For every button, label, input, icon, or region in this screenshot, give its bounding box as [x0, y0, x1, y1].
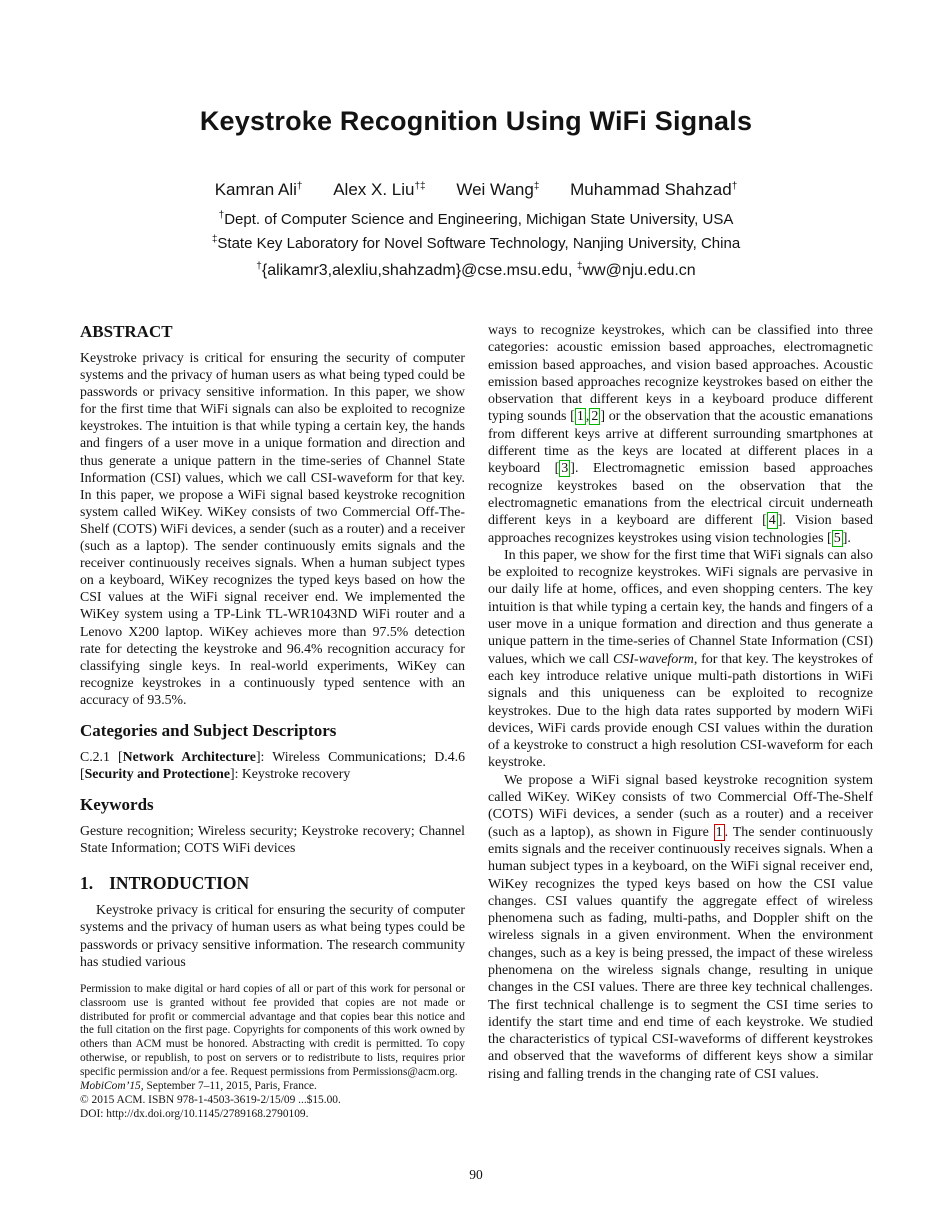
introduction-heading [80, 873, 465, 893]
permission-text: Permission to make digital or hard copies of all or part of this work for personal or classroom use is granted without fee provided that copies are not made or distributed for profit or commercial advantage and that copies bear this notice and the full citation on the first page. Copyrights for components of this work owned by others than ACM must be honored. Abstracting with credit is permitted. To copy otherwise, or republish, to post on servers or to redistribute to lists, requires prior specific permission and/or a fee. Request permissions from Permissions@acm.org. [80, 982, 465, 1079]
citation-link-4[interactable]: 4 [768, 513, 776, 529]
column-left [80, 322, 465, 1122]
categories-descriptor: Security and Protectione [84, 766, 230, 782]
page-title: Keystroke Recognition Using WiFi Signals [199, 106, 753, 136]
keywords-text: Gesture recognition; Wireless security; Keystroke recovery; Channel State Information; COTS WiFi devices [80, 823, 465, 856]
author-name-text: Kamran Ali [214, 180, 297, 199]
author-superscript: † [731, 181, 738, 192]
paragraph-text: We propose a WiFi signal based keystroke recognition system called WiKey. WiKey consists of two Commercial Off-The-Shelf (COTS) WiFi devices, a sender (such as a router) and a receiver (such as a laptop), as shown in Figure [488, 772, 873, 840]
email-text: ww@nju.edu.cn [582, 262, 696, 279]
section-title: INTRODUCTION [109, 873, 250, 894]
figure-reference-1[interactable]: 1 [715, 824, 723, 840]
author-superscript: ‡ [533, 181, 540, 192]
copyright-line: © 2015 ACM. ISBN 978-1-4503-3619-2/15/09 ...$15.00. [80, 1093, 341, 1106]
abstract-heading: ABSTRACT [80, 322, 173, 341]
email-superscript: ‡ [576, 261, 583, 272]
csi-waveform-term: CSI-waveform [612, 651, 694, 667]
affiliation-text: State Key Laboratory for Novel Software Technology, Nanjing University, China [217, 235, 741, 252]
paragraph-text: ]. [842, 530, 851, 546]
venue-line [80, 1080, 465, 1094]
copyright-footnote [80, 983, 465, 1122]
email-superscript: † [256, 261, 262, 272]
paragraph-text: , for that key. The keystrokes of each key introduce relative unique multi-path distortions in WiFi signals and this uniqueness can be exploited to recognize keystrokes. Due to the high data rates supported by modern WiFi devices, WiFi cards provide enough CSI values within the duration of a keystroke to construct a high resolution CSI-waveform for each keystroke. [488, 651, 873, 771]
paragraph-text: ]. Electromagnetic emission based approaches recognize keystrokes based on the observation that the electromagnetic emanations from the electrical circuit underneath different keys in a keyboard are different [ [488, 461, 873, 529]
doi-line: DOI: http://dx.doi.org/10.1145/2789168.2790109. [80, 1107, 309, 1120]
author-superscript: † [296, 181, 303, 192]
paragraph-text: , [585, 409, 590, 425]
author-line [0, 180, 952, 200]
author-name [215, 180, 303, 200]
author-name-text: Wei Wang [456, 180, 534, 199]
categories-text [80, 748, 465, 782]
citation-link-1[interactable]: 1 [576, 409, 584, 425]
author-name-text: Alex X. Liu [333, 180, 415, 199]
citation-link-3[interactable]: 3 [561, 461, 569, 477]
venue-details: September 7–11, 2015, Paris, France. [143, 1080, 317, 1093]
categories-segment: ]: Keystroke recovery [229, 766, 351, 782]
author-name-text: Muhammad Shahzad [570, 180, 732, 199]
introduction-text: Keystroke privacy is critical for ensuring the security of computer systems and the privacy of human users as what being types could be passwords or privacy sensitive information. The research community has studied various [80, 902, 465, 969]
citation-link-2[interactable]: 2 [591, 409, 599, 425]
affiliation-superscript: ‡ [211, 234, 218, 245]
venue-name: MobiCom’15, [80, 1080, 144, 1093]
author-name [570, 180, 737, 200]
paragraph-text: ways to recognize keystrokes, which can be classified into three categories: acoustic emission based approaches, electromagnetic emission based approaches, and vision based approaches. Acoustic emission based approaches recognize keystrokes based on either the observation that different keys in a keyboard produce different typing sounds [ [488, 323, 873, 425]
categories-descriptor: Network Architecture [122, 748, 256, 764]
email-text: {alikamr3,alexliu,shahzadm}@cse.msu.edu, [261, 262, 573, 279]
column-right [488, 322, 873, 1083]
categories-heading: Categories and Subject Descriptors [80, 720, 337, 740]
paragraph-wikey-system [488, 772, 873, 1083]
categories-segment: C.2.1 [ [80, 748, 123, 764]
affiliation-line [0, 230, 952, 254]
paragraph-text: In this paper, we show for the first time that WiFi signals can also be exploited to recognize keystrokes. WiFi signals are pervasive in our daily life at home, offices, and even shopping centers. The key intuition is that while typing a certain key, the hands and fingers of a user move in a unique formation and direction and thus generate a unique pattern in the time-series of Channel State Information (CSI) values, which we call [488, 547, 873, 667]
affiliations-block [0, 206, 952, 281]
citation-link-5[interactable]: 5 [833, 530, 841, 546]
page-number: 90 [469, 1167, 483, 1182]
author-name [456, 180, 539, 200]
paragraph-text: ] or the observation that the acoustic emanations from different keys arrive at different surrounding smartphones at different time as the keys are located at different places in a keyboard [ [488, 409, 873, 477]
email-line [0, 257, 952, 281]
categories-segment: ]: Wireless Communications; D.4.6 [ [80, 748, 465, 782]
affiliation-text: Dept. of Computer Science and Engineering, Michigan State University, USA [224, 211, 734, 228]
paragraph-intuition [488, 547, 873, 772]
paragraph-related-work [488, 322, 873, 547]
author-name [333, 180, 425, 200]
affiliation-superscript: † [218, 210, 225, 221]
author-superscript: †‡ [414, 181, 426, 192]
abstract-text: Keystroke privacy is critical for ensuring the security of computer systems and the privacy of human users as what being typed could be passwords or privacy sensitive information. In this paper, we show for the first time that WiFi signals can also be exploited to recognize keystrokes. The intuition is that while typing a certain key, the hands and fingers of a user move in a unique formation and direction and thus generate a unique pattern in the time-series of Channel State Information (CSI) values, which we call CSI-waveform for that key. In this paper, we propose a WiFi signal based keystroke recognition system called WiKey. WiKey consists of two Commercial Off-The-Shelf (COTS) WiFi devices, a sender (such as a router) and a receiver (such as a laptop). The sender continuously emits signals and the receiver continuously receives signals. When a human subject types on a keyboard, WiKey recognizes the typed keys based on how the CSI values at the WiFi signal receiver end. We implemented the WiKey system using a TP-Link TL-WR1043ND WiFi router and a Lenovo X200 laptop. WiKey achieves more than 97.5% detection rate for detecting the keystroke and 96.4% recognition accuracy for classifying single keys. In real-world experiments, WiKey can recognize keystrokes in a continuously typed sentence with an accuracy of 93.5%. [80, 350, 465, 707]
section-number: 1. [80, 873, 94, 894]
affiliation-line [0, 206, 952, 230]
keywords-heading: Keywords [80, 795, 154, 815]
paragraph-text: ]. Vision based approaches recognizes keystrokes using vision technologies [ [488, 513, 873, 546]
paragraph-text: . The sender continuously emits signals and the receiver continuously receives signals. When a human subject types in a keyboard, on the WiFi signal receiver end, WiKey recognizes the typed keys based on how the CSI value changes. CSI values quantify the aggregate effect of wireless phenomena such as fading, multi-paths, and Doppler shift on the wireless signals in a given environment. When the environment changes, such as a key is being pressed, the impact of these wireless phenomena on the wireless signals change, resulting in unique changes in the CSI values. There are three key technical challenges. The first technical challenge is to segment the CSI time series to identify the start time and end time of each keystroke. We studied the characteristics of typical CSI-waveforms of different keystrokes and observed that the waveforms of different keys show a similar rising and falling trends in the changing rate of CSI values. [488, 824, 873, 1082]
